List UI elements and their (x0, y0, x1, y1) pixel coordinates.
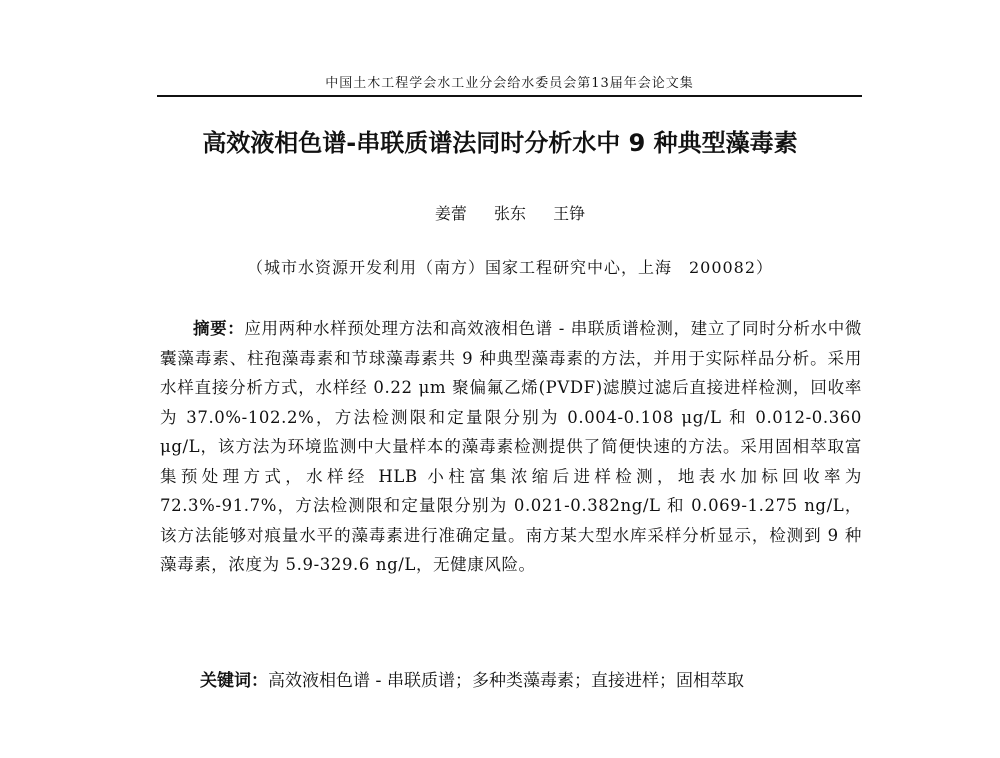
abstract (160, 314, 862, 580)
abstract-text: 应用两种水样预处理方法和高效液相色谱 - 串联质谱检测，建立了同时分析水中微囊藻毒素、柱孢藻毒素和节球藻毒素共 9 种典型藻毒素的方法，并用于实际样品分析。采用水样直接分析方式，水样经 0.22 μm 聚偏氟乙烯(PVDF)滤膜过滤后直接进样检测，回收率为 37.0%-102.2%，方法检测限和定量限分别为 0.004-0.108 μg/L 和 0.012-0.360 μg/L，该方法为环境监测中大量样本的藻毒素检测提供了简便快速的方法。采用固相萃取富集预处理方式，水样经 HLB 小柱富集浓缩后进样检测，地表水加标回收率为 72.3%-91.7%，方法检测限和定量限分别为 0.021-0.382ng/L 和 0.069-1.275 ng/L，该方法能够对痕量水平的藻毒素进行准确定量。南方某大型水库采样分析显示，检测到 9 种藻毒素，浓度为 5.9-329.6 ng/L，无健康风险。 (160, 319, 862, 574)
keywords (200, 669, 880, 693)
keywords-label: 关键词： (200, 671, 268, 691)
header-rule (157, 95, 862, 97)
abstract-label: 摘要： (193, 319, 245, 338)
affiliation: （城市水资源开发利用（南方）国家工程研究中心，上海 200082） (246, 258, 774, 277)
running-header: 中国土木工程学会水工业分会给水委员会第13届年会论文集 (325, 76, 694, 91)
keywords-text: 高效液相色谱 - 串联质谱；多种类藻毒素；直接进样；固相萃取 (268, 671, 744, 691)
paper-title: 高效液相色谱-串联质谱法同时分析水中 9 种典型藻毒素 (202, 129, 798, 157)
authors: 姜蕾 张东 王铮 (434, 204, 586, 223)
